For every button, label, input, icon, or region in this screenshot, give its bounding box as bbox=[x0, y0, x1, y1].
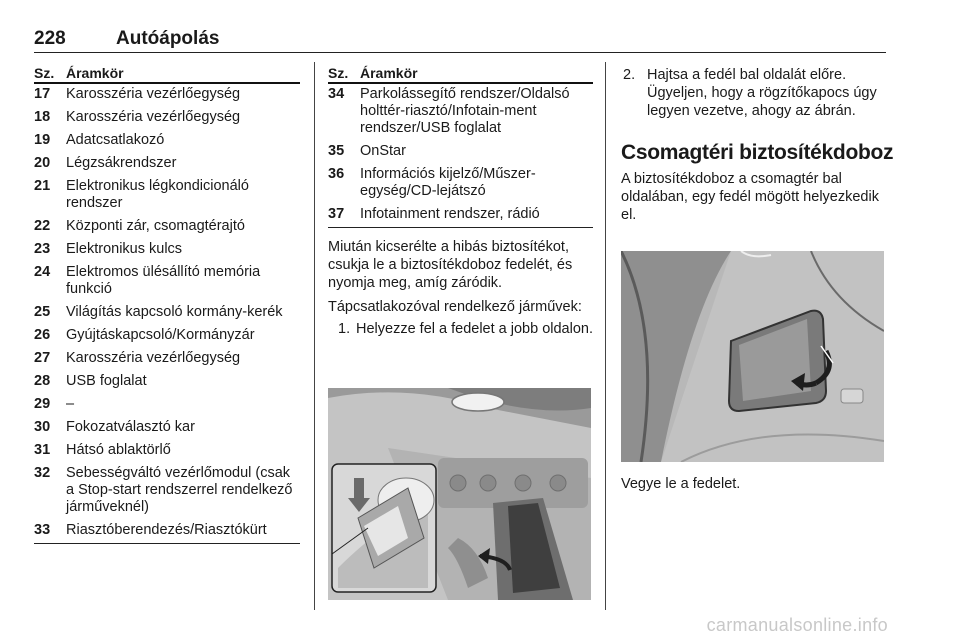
fuse-circuit: Gyújtáskapcsoló/Kormányzár bbox=[66, 327, 255, 343]
fuse-number: 31 bbox=[34, 442, 51, 458]
table-row bbox=[34, 371, 300, 394]
column-divider bbox=[314, 62, 315, 610]
table-row bbox=[34, 130, 300, 153]
fuse-circuit: Világítás kapcsoló kormány-kerék bbox=[66, 304, 283, 320]
column-header-number: Sz. bbox=[34, 65, 55, 81]
fuse-circuit: Parkolássegítő rendszer/Oldalsó holttér-riasztó/Infotain-ment rendszer/USB foglalat bbox=[360, 86, 570, 136]
fuse-circuit: Elektronikus légkondicionáló rendszer bbox=[66, 178, 249, 211]
fuse-number: 35 bbox=[328, 143, 345, 159]
column-header-number: Sz. bbox=[328, 65, 349, 81]
fuse-circuit: Infotainment rendszer, rádió bbox=[360, 206, 540, 222]
table-row bbox=[34, 239, 300, 262]
fuse-number: 23 bbox=[34, 241, 51, 257]
fuse-number: 33 bbox=[34, 522, 51, 538]
list-item bbox=[338, 320, 593, 338]
table-row bbox=[34, 84, 300, 107]
fuse-circuit: Légzsákrendszer bbox=[66, 155, 177, 171]
page-title: Autóápolás bbox=[116, 28, 220, 49]
table-row bbox=[34, 216, 300, 239]
fuse-number: 25 bbox=[34, 304, 51, 320]
trunk-fuse-box-illustration bbox=[621, 251, 884, 462]
list-number: 2. bbox=[623, 67, 636, 83]
list-text: Hajtsa a fedél bal oldalát előre. Ügyeljen, hogy a rögzítőkapocs úgy legyen vezetve, ahogy az ábrán. bbox=[647, 67, 877, 119]
table-row bbox=[328, 164, 593, 204]
right-column bbox=[621, 62, 894, 224]
table-row bbox=[34, 302, 300, 325]
fuse-number: 20 bbox=[34, 155, 51, 171]
table-row bbox=[34, 153, 300, 176]
page-header bbox=[34, 22, 886, 53]
fuse-circuit: Központi zár, csomagtérajtó bbox=[66, 218, 245, 234]
fuse-number: 26 bbox=[34, 327, 51, 343]
fuse-circuit: Karosszéria vezérlőegység bbox=[66, 350, 241, 366]
fuse-circuit: Karosszéria vezérlőegység bbox=[66, 86, 241, 102]
column-header-circuit: Áramkör bbox=[360, 65, 418, 81]
table-row bbox=[34, 440, 300, 463]
fuse-circuit: Elektronikus kulcs bbox=[66, 241, 183, 257]
body-paragraph: Tápcsatlakozóval rendelkező járművek: bbox=[328, 299, 582, 315]
fuse-circuit: Riasztóberendezés/Riasztókürt bbox=[66, 522, 267, 538]
column-divider bbox=[605, 62, 606, 610]
table-row bbox=[34, 325, 300, 348]
table-row bbox=[34, 463, 300, 520]
fuse-number: 37 bbox=[328, 206, 345, 222]
table-row bbox=[34, 394, 300, 417]
table-row bbox=[34, 176, 300, 216]
middle-column bbox=[328, 62, 593, 338]
body-paragraph: Miután kicserélte a hibás biztosítékot, csukja le a biztosítékdoboz fedelét, és nyomja meg, amíg záródik. bbox=[328, 239, 573, 291]
fuse-number: 36 bbox=[328, 166, 345, 182]
table-row bbox=[34, 348, 300, 371]
fuse-number: 19 bbox=[34, 132, 51, 148]
table-row bbox=[328, 84, 593, 141]
fuse-number: 28 bbox=[34, 373, 51, 389]
fuse-table-1 bbox=[34, 62, 300, 544]
table-body bbox=[34, 84, 300, 544]
fuse-circuit: Adatcsatlakozó bbox=[66, 132, 165, 148]
body-paragraph: Vegye le a fedelet. bbox=[621, 476, 741, 492]
fuse-circuit: Információs kijelző/Műszer-egység/CD-lejátszó bbox=[360, 166, 536, 199]
body-paragraph: A biztosítékdoboz a csomagtér bal oldalában, egy fedél mögött helyezkedik el. bbox=[621, 171, 879, 223]
fuse-circuit: OnStar bbox=[360, 143, 406, 159]
fuse-number: 17 bbox=[34, 86, 51, 102]
table-row bbox=[34, 520, 300, 544]
illustration-graphic bbox=[328, 388, 591, 600]
fuse-circuit: USB foglalat bbox=[66, 373, 147, 389]
illustration-graphic bbox=[621, 251, 884, 462]
list-number: 1. bbox=[338, 321, 351, 337]
fuse-number: 30 bbox=[34, 419, 51, 435]
fuse-circuit: – bbox=[66, 396, 75, 412]
fuse-number: 18 bbox=[34, 109, 51, 125]
column-header-circuit: Áramkör bbox=[66, 65, 124, 81]
fuse-number: 27 bbox=[34, 350, 51, 366]
fuse-circuit: Karosszéria vezérlőegység bbox=[66, 109, 241, 125]
watermark-text: carmanualsonline.info bbox=[706, 615, 888, 635]
table-row bbox=[328, 204, 593, 228]
table-header bbox=[328, 62, 593, 84]
fuse-number: 24 bbox=[34, 264, 51, 280]
table-row bbox=[34, 262, 300, 302]
page-number: 228 bbox=[34, 28, 66, 49]
fuse-circuit: Hátsó ablaktörlő bbox=[66, 442, 171, 458]
fuse-number: 21 bbox=[34, 178, 51, 194]
list-item bbox=[621, 66, 889, 120]
table-row bbox=[328, 141, 593, 164]
section-heading: Csomagtéri biztosítékdoboz bbox=[621, 141, 894, 164]
fuse-number: 34 bbox=[328, 86, 345, 102]
fuse-cover-illustration bbox=[328, 388, 591, 600]
fuse-circuit: Elektromos ülésállító memória funkció bbox=[66, 264, 261, 297]
fuse-circuit: Sebességváltó vezérlőmodul (csak a Stop-start rendszerrel rendelkező járműveknél) bbox=[66, 465, 293, 515]
table-header bbox=[34, 62, 300, 84]
table-row bbox=[34, 417, 300, 440]
fuse-number: 22 bbox=[34, 218, 51, 234]
fuse-number: 29 bbox=[34, 396, 51, 412]
fuse-circuit: Fokozatválasztó kar bbox=[66, 419, 195, 435]
fuse-number: 32 bbox=[34, 465, 51, 481]
list-text: Helyezze fel a fedelet a jobb oldalon. bbox=[356, 321, 593, 337]
table-body bbox=[328, 84, 593, 228]
table-row bbox=[34, 107, 300, 130]
